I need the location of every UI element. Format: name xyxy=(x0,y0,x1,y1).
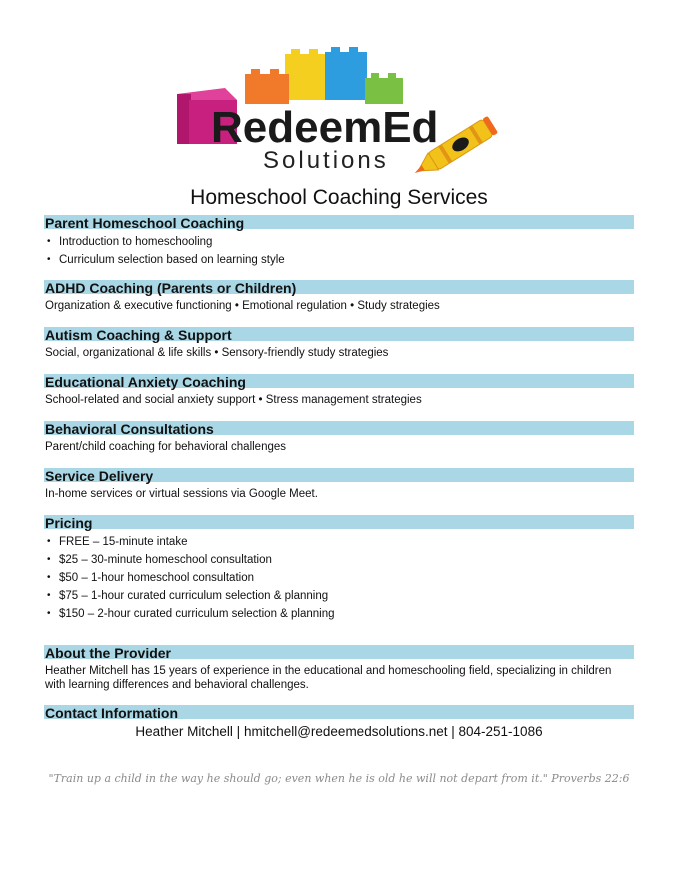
section-text: Social, organizational & life skills • Sensory-friendly study strategies xyxy=(45,347,389,359)
section-pricing xyxy=(44,514,634,623)
section-header xyxy=(44,279,634,297)
section-text: Heather Mitchell has 15 years of experience in the educational and homeschooling field, specializing in children with learning differences and behavioral challenges. xyxy=(45,665,612,691)
price-list xyxy=(44,533,634,623)
section-educational-anxiety xyxy=(44,373,634,409)
section-header xyxy=(44,467,634,485)
section-header xyxy=(44,326,634,344)
section-title: ADHD Coaching (Parents or Children) xyxy=(45,280,297,296)
section-header xyxy=(44,420,634,438)
section-title: Autism Coaching & Support xyxy=(45,327,232,343)
list-item: • Curriculum selection based on learning style xyxy=(44,251,634,269)
section-text: School-related and social anxiety support • Stress management strategies xyxy=(45,394,422,406)
list-item: • Introduction to homeschooling xyxy=(44,233,634,251)
redeemed-solutions-logo xyxy=(175,44,515,179)
section-autism-coaching xyxy=(44,326,634,362)
price-item: • $75 – 1-hour curated curriculum selection & planning xyxy=(44,587,634,605)
section-text: Organization & executive functioning • Emotional regulation • Study strategies xyxy=(45,300,440,312)
section-title: Educational Anxiety Coaching xyxy=(45,374,246,390)
section-text: Parent/child coaching for behavioral challenges xyxy=(45,441,287,453)
section-title: About the Provider xyxy=(45,645,172,661)
price-item: • $50 – 1-hour homeschool consultation xyxy=(44,569,634,587)
section-title: Parent Homeschool Coaching xyxy=(45,215,245,231)
section-header xyxy=(44,373,634,391)
scripture-quote: "Train up a child in the way he should go; even when he is old he will not depart from it." Proverbs 22:6 xyxy=(48,772,630,785)
section-header xyxy=(44,214,634,232)
brand-sub-text: Solutions xyxy=(263,147,389,174)
section-behavioral-consultations xyxy=(44,420,634,456)
section-service-delivery xyxy=(44,467,634,503)
section-title: Behavioral Consultations xyxy=(45,421,214,437)
section-text: In-home services or virtual sessions via Google Meet. xyxy=(45,488,318,500)
price-item: • $25 – 30-minute homeschool consultation xyxy=(44,551,634,569)
section-header xyxy=(44,704,634,722)
price-item: • FREE – 15-minute intake xyxy=(44,533,634,551)
section-adhd-coaching xyxy=(44,279,634,315)
section-about-provider xyxy=(44,644,634,692)
section-title: Service Delivery xyxy=(45,468,154,484)
section-title: Contact Information xyxy=(45,705,178,721)
brand-main-text: RedeemEd xyxy=(211,103,439,152)
bullet-list xyxy=(44,233,634,269)
price-item: • $150 – 2-hour curated curriculum selection & planning xyxy=(44,605,634,623)
contact-details: Heather Mitchell | hmitchell@redeemedsolutions.net | 804-251-1086 xyxy=(135,724,543,739)
section-header xyxy=(44,514,634,532)
section-contact-information xyxy=(44,704,634,722)
section-title: Pricing xyxy=(45,515,93,531)
page-title: Homeschool Coaching Services xyxy=(190,186,488,209)
section-header xyxy=(44,644,634,662)
section-parent-homeschool-coaching xyxy=(44,214,634,269)
